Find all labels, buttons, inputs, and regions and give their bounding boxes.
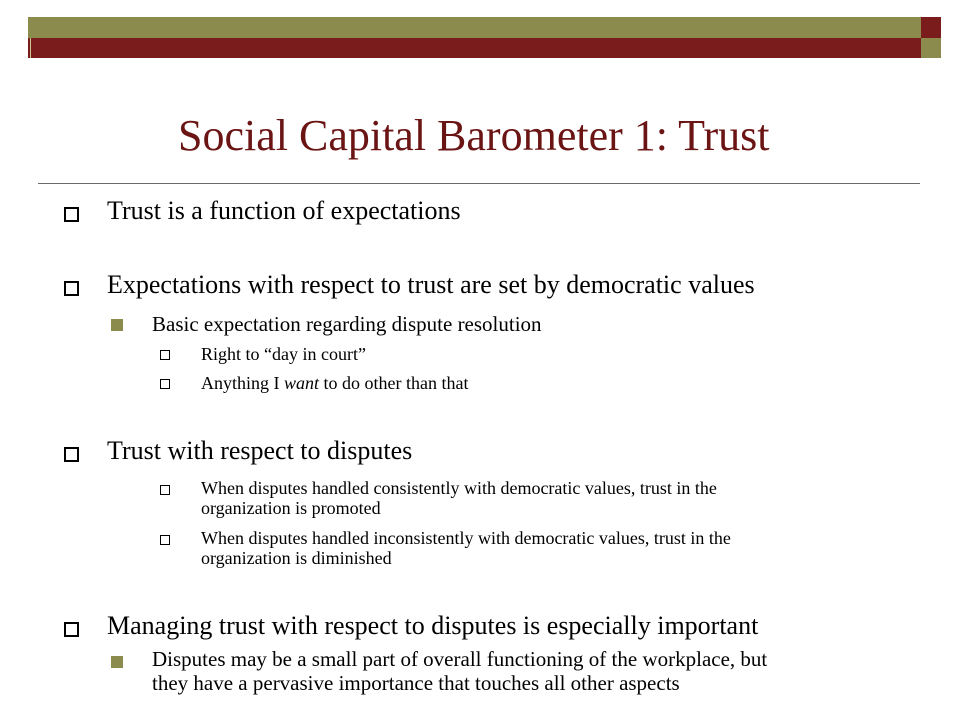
header-corner-olive (921, 38, 941, 58)
filled-square-bullet-icon (111, 319, 123, 331)
bullet-3-item-1 (201, 478, 717, 518)
bullet-4-sub-line-2: they have a pervasive importance that touches all other aspects (152, 671, 680, 695)
bullet-4-text: Managing trust with respect to disputes is especially important (107, 611, 759, 640)
header-corner-maroon (921, 17, 941, 38)
bullet-3-item-2-line-1: When disputes handled inconsistently with democratic values, trust in the (201, 528, 731, 548)
bullet-2-sub-text: Basic expectation regarding dispute resolution (152, 312, 542, 336)
slide-title: Social Capital Barometer 1: Trust (178, 111, 770, 160)
filled-square-bullet-icon (111, 656, 123, 668)
hollow-square-bullet-icon (64, 622, 79, 637)
bullet-3-item-2 (201, 528, 731, 568)
bullet-3-item-2-line-2: organization is diminished (201, 548, 392, 568)
hollow-square-bullet-icon (160, 379, 170, 389)
hollow-square-bullet-icon (64, 447, 79, 462)
bullet-2-text: Expectations with respect to trust are set by democratic values (107, 270, 755, 299)
header-accent-line (30, 38, 31, 58)
item-2-post: to do other than that (319, 373, 469, 393)
bullet-3-item-1-line-2: organization is promoted (201, 498, 381, 518)
bullet-3-item-1-line-1: When disputes handled consistently with democratic values, trust in the (201, 478, 717, 498)
bullet-4-sub-text (152, 647, 767, 695)
bullet-4-sub-line-1: Disputes may be a small part of overall functioning of the workplace, but (152, 647, 768, 671)
hollow-square-bullet-icon (160, 485, 170, 495)
bullet-2-item-1: Right to “day in court” (201, 344, 366, 364)
hollow-square-bullet-icon (64, 281, 79, 296)
title-divider (38, 183, 920, 184)
bullet-3-text: Trust with respect to disputes (107, 436, 413, 465)
header-bar-olive (28, 17, 921, 38)
hollow-square-bullet-icon (64, 207, 79, 222)
hollow-square-bullet-icon (160, 535, 170, 545)
bullet-1-text: Trust is a function of expectations (107, 196, 461, 225)
item-2-pre: Anything I (201, 373, 284, 393)
item-2-emphasis: want (284, 373, 320, 393)
bullet-2-item-2 (201, 373, 468, 393)
header-bar-maroon (28, 38, 921, 58)
hollow-square-bullet-icon (160, 350, 170, 360)
